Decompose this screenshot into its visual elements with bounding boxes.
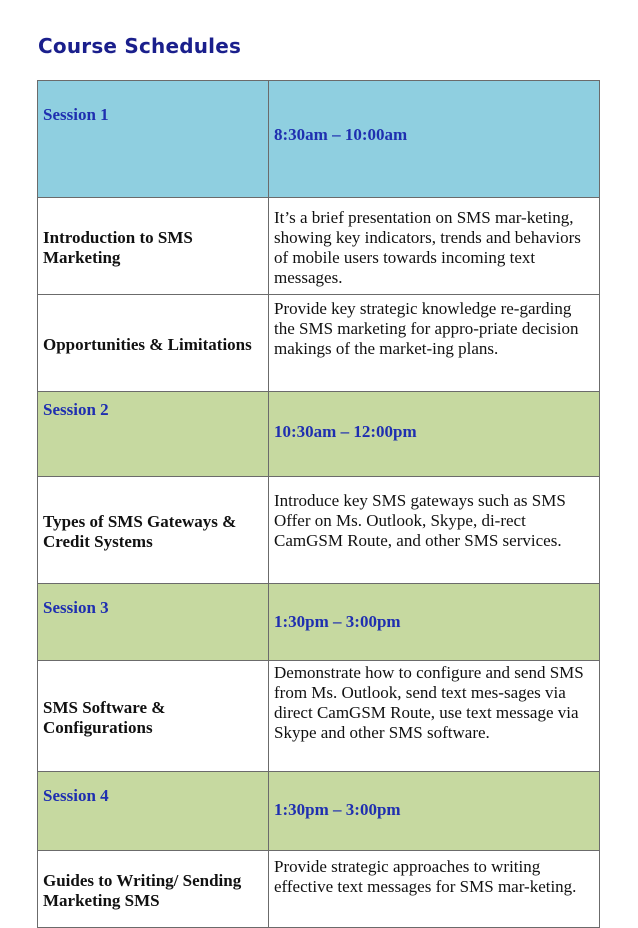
topic-description	[269, 661, 600, 772]
topic-description-text: Provide key strategic knowledge re-garding the SMS marketing for appro-priate decision makings of the market-ing plans.	[274, 299, 579, 358]
topic-description	[269, 851, 600, 928]
session-time: 1:30pm – 3:00pm	[269, 584, 600, 661]
topic-description	[269, 295, 600, 392]
session-row-1	[38, 81, 600, 198]
topic-row	[38, 477, 600, 584]
topic-row	[38, 295, 600, 392]
session-time: 8:30am – 10:00am	[269, 81, 600, 198]
topic-row	[38, 851, 600, 928]
session-label: Session 4	[38, 772, 269, 851]
session-row-2	[38, 392, 600, 477]
session-label: Session 2	[38, 392, 269, 477]
topic-title: SMS Software & Configurations	[38, 661, 269, 772]
session-row-4	[38, 772, 600, 851]
topic-description-text: Provide strategic approaches to writing effective text messages for SMS mar-keting.	[274, 857, 577, 896]
topic-title: Opportunities & Limitations	[38, 295, 269, 392]
course-schedule-table	[37, 80, 600, 928]
topic-description	[269, 198, 600, 295]
session-label: Session 3	[38, 584, 269, 661]
session-time: 10:30am – 12:00pm	[269, 392, 600, 477]
topic-description-text: Introduce key SMS gateways such as SMS Offer on Ms. Outlook, Skype, di-rect CamGSM Route, and other SMS services.	[274, 491, 566, 550]
topic-title: Types of SMS Gateways & Credit Systems	[38, 477, 269, 584]
topic-description	[269, 477, 600, 584]
topic-title: Introduction to SMS Marketing	[38, 198, 269, 295]
page-title: Course Schedules	[38, 34, 242, 58]
session-time: 1:30pm – 3:00pm	[269, 772, 600, 851]
topic-row	[38, 198, 600, 295]
session-row-3	[38, 584, 600, 661]
topic-description-text: Demonstrate how to configure and send SMS from Ms. Outlook, send text mes-sages via direct CamGSM Route, use text message via Skype and other SMS software.	[274, 663, 584, 742]
topic-row	[38, 661, 600, 772]
topic-description-text: It’s a brief presentation on SMS mar-keting, showing key indicators, trends and behaviors of mobile users towards incoming text messages.	[274, 208, 581, 287]
session-label: Session 1	[38, 81, 269, 198]
topic-title: Guides to Writing/ Sending Marketing SMS	[38, 851, 269, 928]
